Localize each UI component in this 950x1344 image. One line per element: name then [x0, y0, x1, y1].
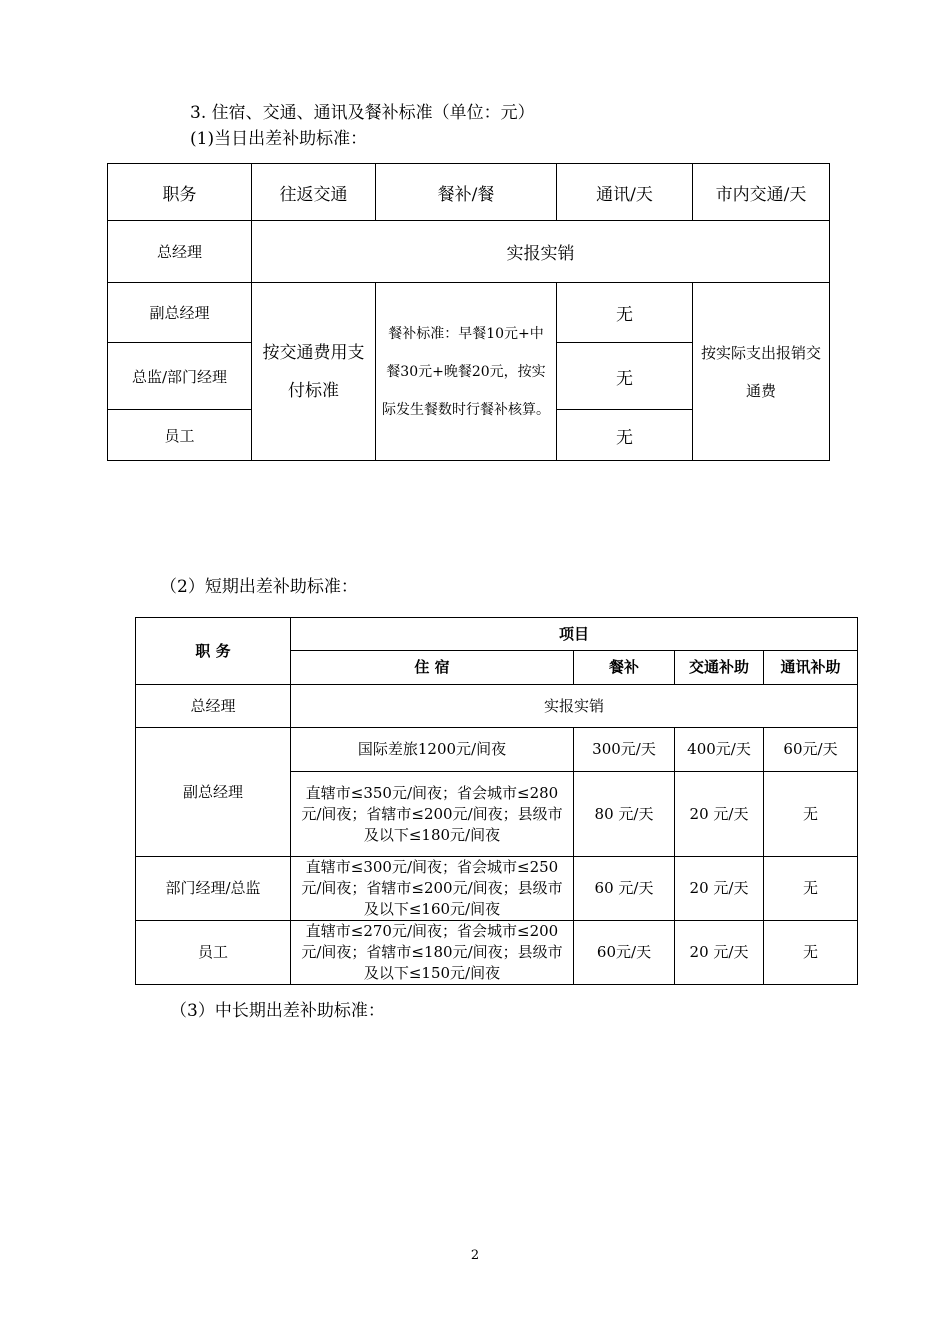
header-meal: 餐补/餐: [376, 164, 557, 221]
role-employee: 员工: [108, 410, 252, 461]
role-employee: 员工: [136, 921, 291, 985]
header-round-trip: 往返交通: [252, 164, 376, 221]
vgm-dom-meal: 80 元/天: [574, 772, 675, 857]
header-communication: 通讯/天: [557, 164, 693, 221]
employee-communication: 无: [764, 921, 858, 985]
role-vgm: 副总经理: [108, 283, 252, 343]
comm-employee: 无: [557, 410, 693, 461]
vgm-intl-meal: 300元/天: [574, 728, 675, 772]
vgm-dom-communication: 无: [764, 772, 858, 857]
vgm-intl-transport: 400元/天: [675, 728, 764, 772]
director-communication: 无: [764, 857, 858, 921]
role-vgm: 副总经理: [136, 728, 291, 857]
round-trip-standard: 按交通费用支付标准: [252, 283, 376, 461]
gm-value: 实报实销: [291, 685, 858, 728]
header-role: 职务: [108, 164, 252, 221]
header-items: 项目: [291, 618, 858, 651]
vgm-dom-lodging: 直辖市≤350元/间夜；省会城市≤280元/间夜；省辖市≤200元/间夜；县级市及以下≤180元/间夜: [291, 772, 574, 857]
vgm-intl-communication: 60元/天: [764, 728, 858, 772]
page-number: 2: [470, 1248, 480, 1263]
header-transport: 交通补助: [675, 651, 764, 685]
role-director: 部门经理/总监: [136, 857, 291, 921]
header-communication: 通讯补助: [764, 651, 858, 685]
header-meal: 餐补: [574, 651, 675, 685]
same-day-allowance-table: [107, 163, 830, 461]
same-day-title: (1)当日出差补助标准：: [190, 129, 368, 149]
director-meal: 60 元/天: [574, 857, 675, 921]
role-gm: 总经理: [136, 685, 291, 728]
vgm-dom-transport: 20 元/天: [675, 772, 764, 857]
employee-transport: 20 元/天: [675, 921, 764, 985]
long-term-title: （3）中长期出差补助标准：: [170, 1001, 385, 1021]
short-term-title: （2）短期出差补助标准：: [160, 577, 358, 597]
director-lodging: 直辖市≤300元/间夜；省会城市≤250元/间夜；省辖市≤200元/间夜；县级市及以下≤160元/间夜: [291, 857, 574, 921]
role-director: 总监/部门经理: [108, 343, 252, 410]
section-heading: 3. 住宿、交通、通讯及餐补标准（单位：元）: [190, 103, 535, 123]
meal-standard: 餐补标准：早餐10元+中餐30元+晚餐20元，按实际发生餐数时行餐补核算。: [376, 283, 557, 461]
city-transport-standard: 按实际支出报销交通费: [693, 283, 830, 461]
comm-vgm: 无: [557, 283, 693, 343]
header-role: 职 务: [136, 618, 291, 685]
gm-value: 实报实销: [252, 221, 830, 283]
employee-lodging: 直辖市≤270元/间夜；省会城市≤200元/间夜；省辖市≤180元/间夜；县级市及以下≤150元/间夜: [291, 921, 574, 985]
employee-meal: 60元/天: [574, 921, 675, 985]
header-city-transport: 市内交通/天: [693, 164, 830, 221]
director-transport: 20 元/天: [675, 857, 764, 921]
short-term-allowance-table: [135, 617, 858, 985]
comm-director: 无: [557, 343, 693, 410]
header-lodging: 住 宿: [291, 651, 574, 685]
vgm-intl-lodging: 国际差旅1200元/间夜: [291, 728, 574, 772]
role-gm: 总经理: [108, 221, 252, 283]
